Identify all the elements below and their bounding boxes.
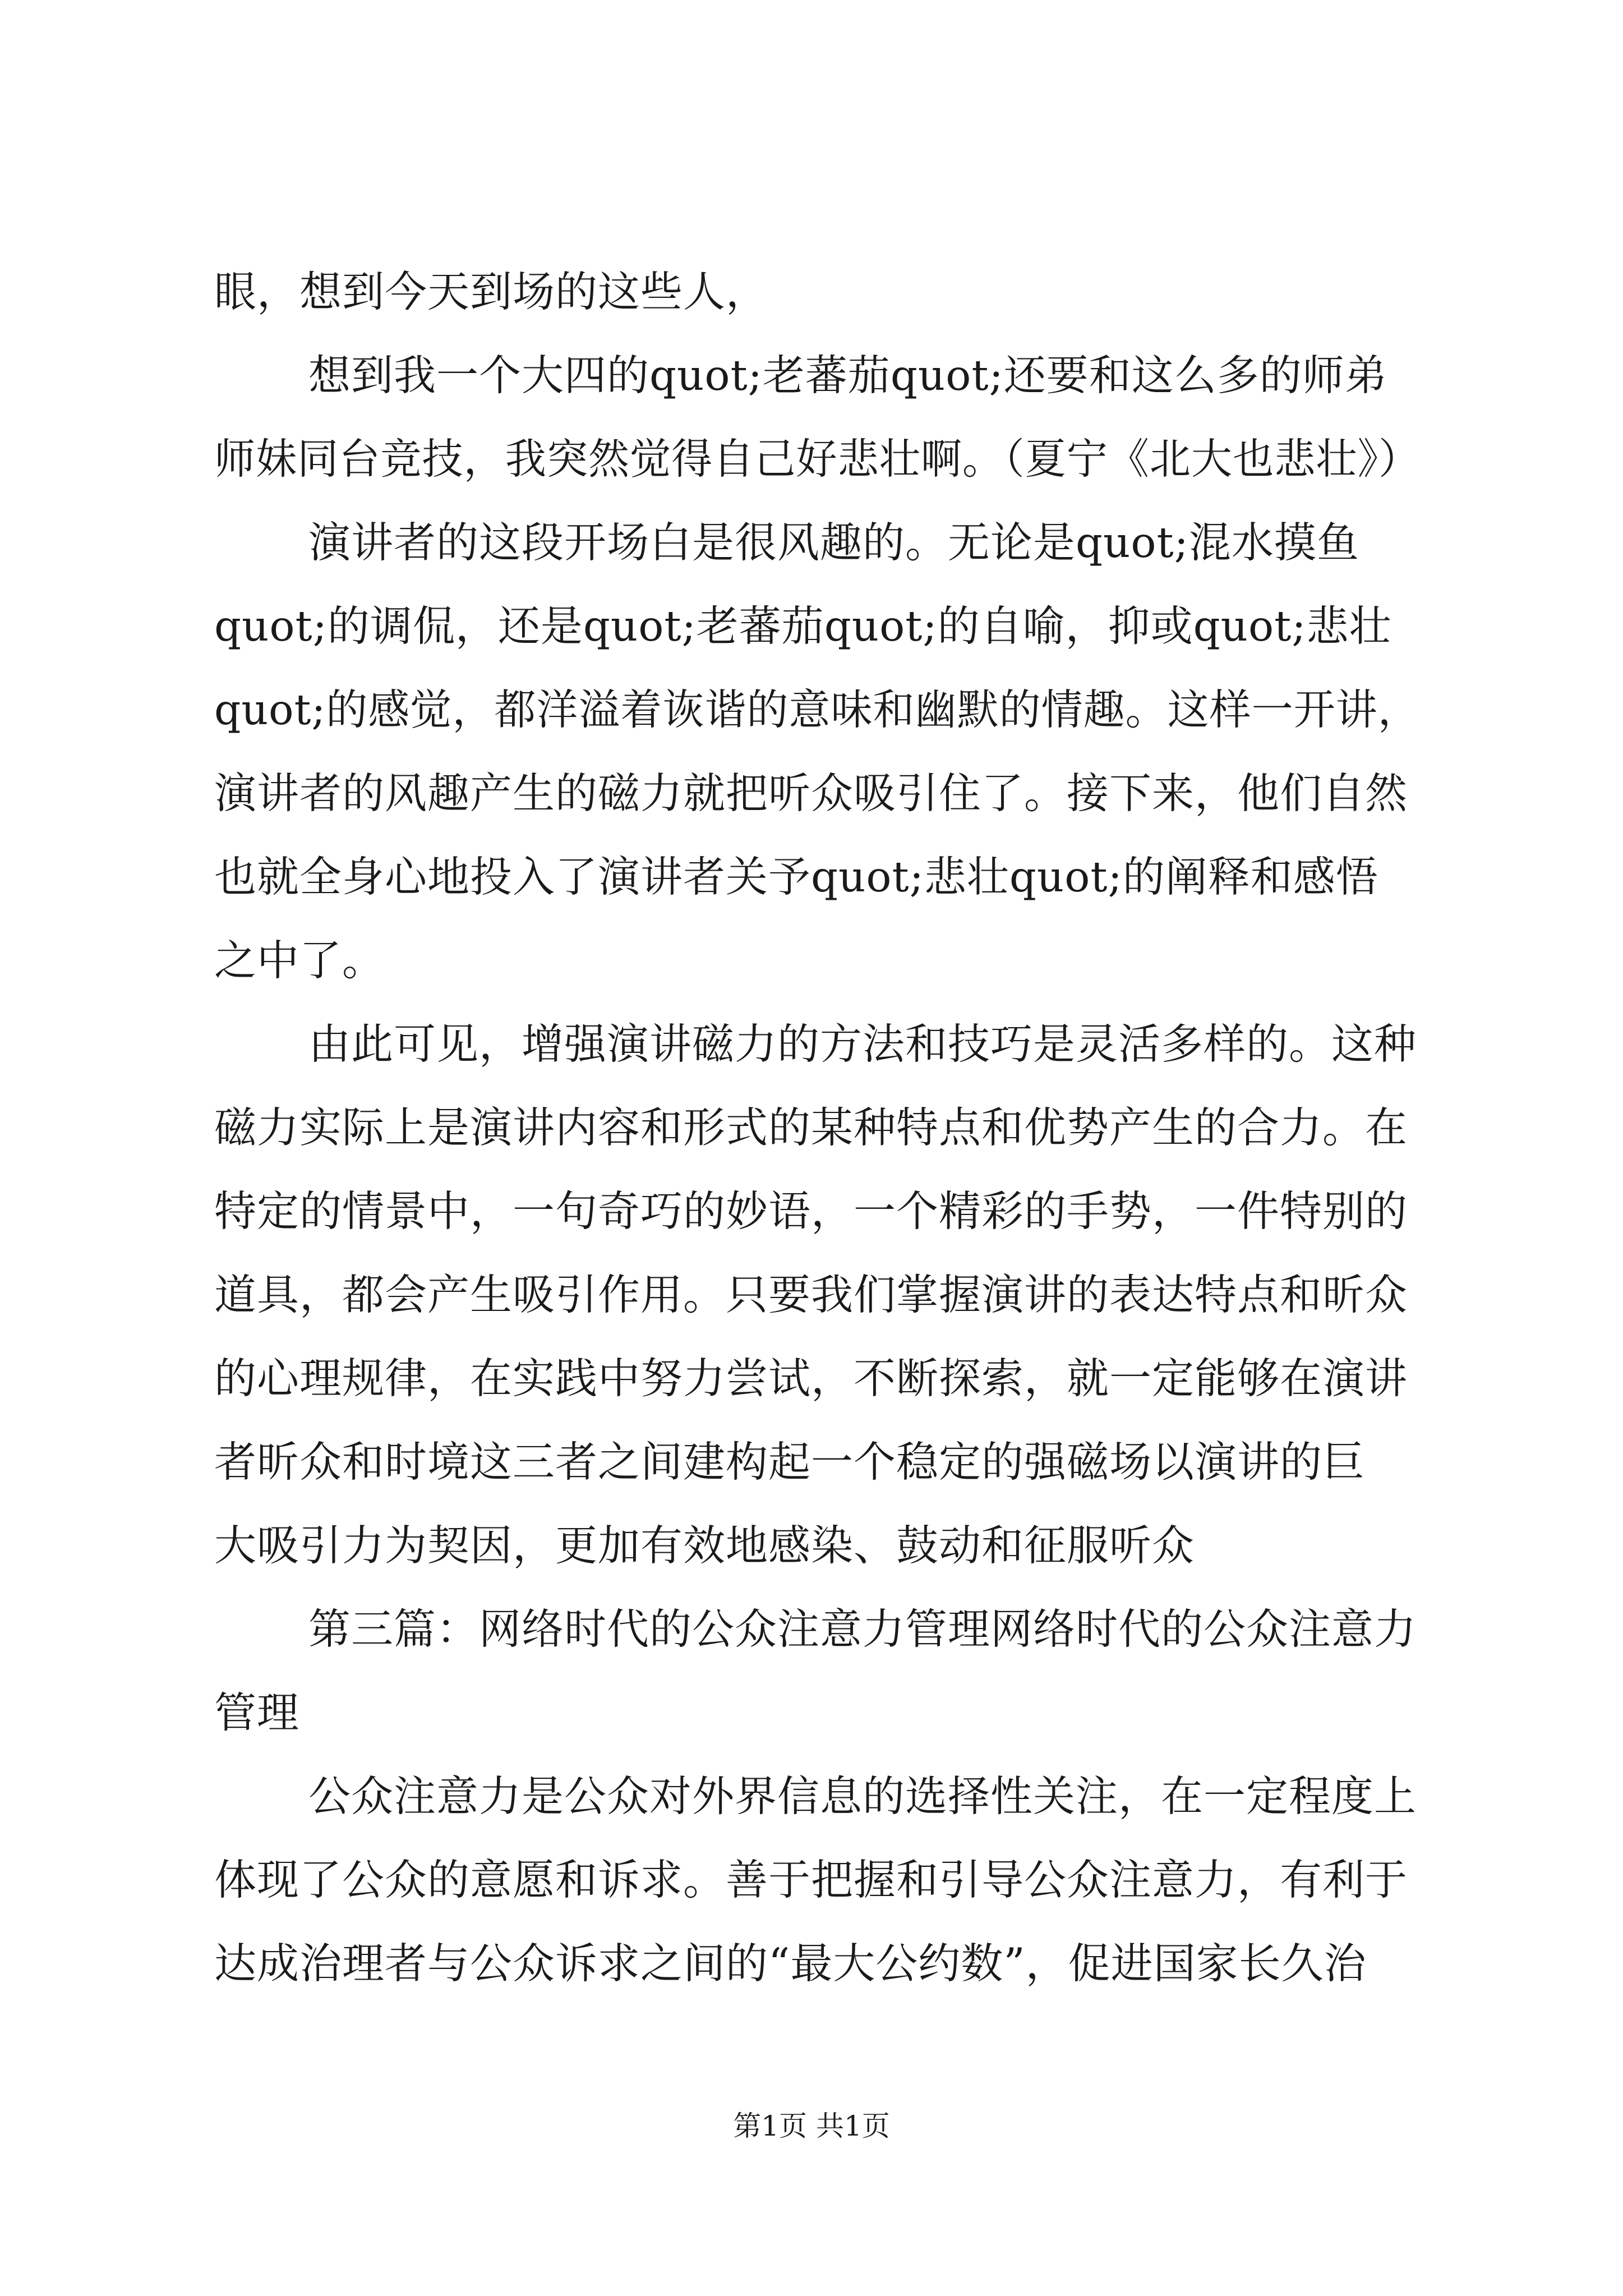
text-line: 师妹同台竞技，我突然觉得自己好悲壮啊。（夏宁《北大也悲壮》）	[214, 434, 1421, 484]
text-line: 眼，想到今天到场的这些人，	[214, 267, 769, 316]
text-line: 体现了公众的意愿和诉求。善于把握和引导公众注意力，有利于	[214, 1855, 1408, 1904]
text-line: 者昕众和时境这三者之间建构起一个稳定的强磁场以演讲的巨	[214, 1437, 1366, 1487]
text-line: quot;的感觉，都洋溢着诙谐的意味和幽默的情趣。这样一开讲，	[214, 685, 1420, 734]
section-heading: 管理	[214, 1688, 300, 1737]
text-line: 想到我一个大四的quot;老蕃茄quot;还要和这么多的师弟	[308, 351, 1387, 400]
text-line: 的心理规律，在实践中努力尝试，不断探索，就一定能够在演讲	[214, 1354, 1408, 1403]
page-number-footer: 第1页 共1页	[733, 2110, 890, 2142]
text-line: 之中了。	[214, 936, 385, 985]
text-line: 达成治理者与公众诉求之间的“最大公约数”，促进国家长久治	[214, 1939, 1367, 1988]
text-line: 道具，都会产生吸引作用。只要我们掌握演讲的表达特点和昕众	[214, 1270, 1408, 1319]
text-line: 特定的情景中，一句奇巧的妙语，一个精彩的手势，一件特别的	[214, 1186, 1408, 1236]
section-heading: 第三篇：网络时代的公众注意力管理网络时代的公众注意力	[308, 1604, 1417, 1654]
text-line: 大吸引力为契因，更加有效地感染、鼓动和征服听众	[214, 1521, 1195, 1570]
text-line: 也就全身心地投入了演讲者关予quot;悲壮quot;的阐释和感悟	[214, 852, 1378, 901]
text-line: 由此可见，增强演讲磁力的方法和技巧是灵活多样的。这种	[308, 1019, 1417, 1069]
text-line: 演讲者的这段开场白是很风趣的。无论是quot;混水摸鱼	[308, 518, 1359, 567]
text-line: 公众注意力是公众对外界信息的选择性关注，在一定程度上	[308, 1772, 1417, 1821]
text-line: 演讲者的风趣产生的磁力就把听众吸引住了。接下来，他们自然	[214, 769, 1408, 818]
text-line: 磁力实际上是演讲内容和形式的某种特点和优势产生的合力。在	[214, 1103, 1408, 1152]
text-line: quot;的调侃，还是quot;老蕃茄quot;的自喻，抑或quot;悲壮	[214, 601, 1392, 651]
